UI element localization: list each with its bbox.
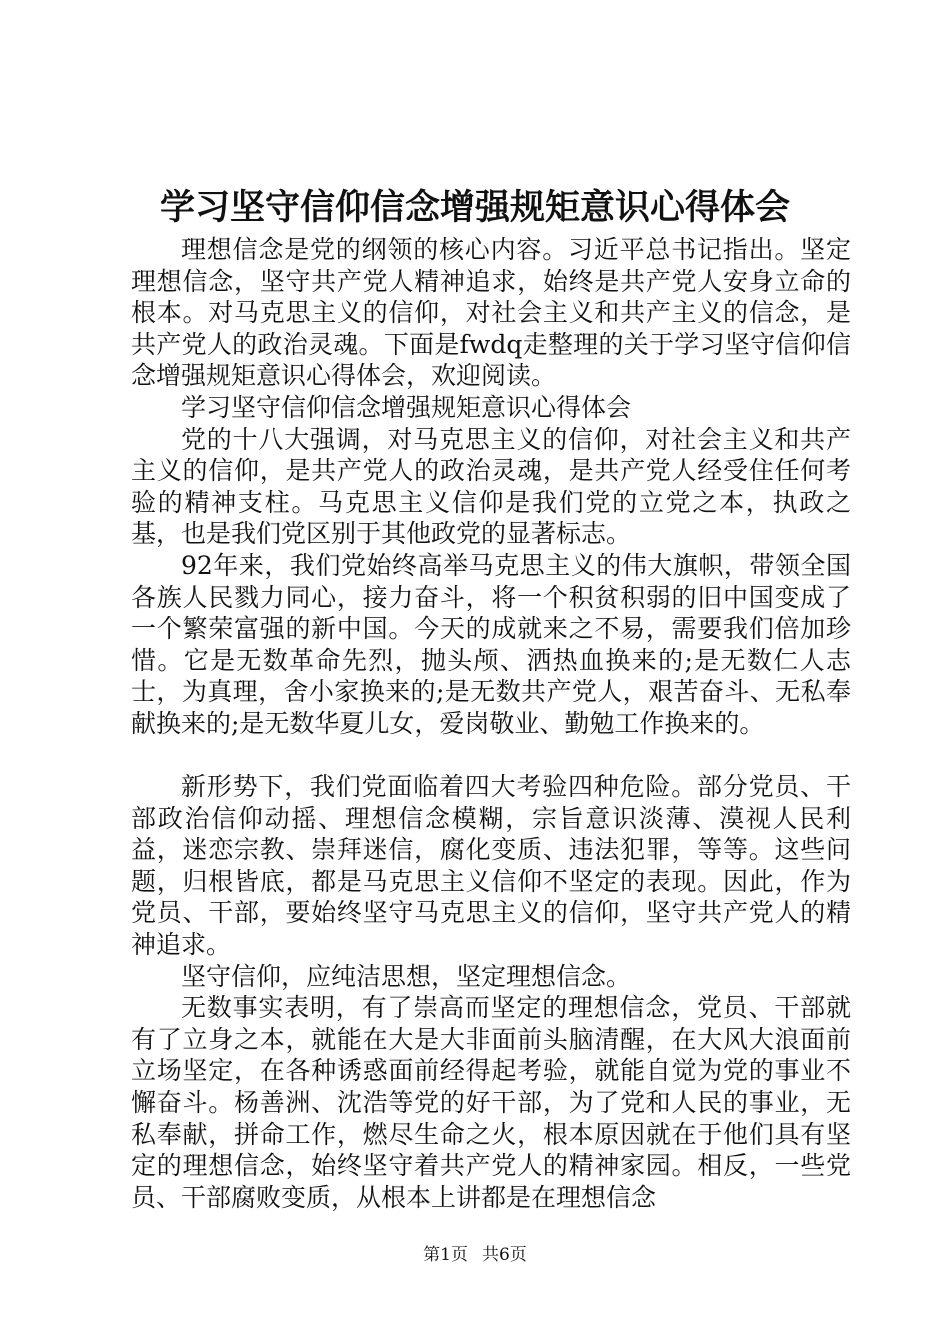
paragraph: 无数事实表明，有了崇高而坚定的理想信念，党员、干部就有了立身之本，就能在大是大非面前头脑清醒，在大风大浪面前立场坚定，在各种诱惑面前经得起考验，就能自觉为党的事业不懈奋斗。杨善洲、沈浩等党的好干部，为了党和人民的事业，无私奉献，拼命工作，燃尽生命之火，根本原因就在于他们具有坚定的理想信念，始终坚守着共产党人的精神家园。相反，一些党员、干部腐败变质，从根本上讲都是在理想信念 xyxy=(131,993,851,1212)
paragraph-subtitle: 学习坚守信仰信念增强规矩意识心得体会 xyxy=(181,392,632,422)
document-body xyxy=(131,234,851,1213)
paragraph-intro: 理想信念是党的纲领的核心内容。习近平总书记指出。坚定理想信念，坚守共产党人精神追求，始终是共产党人安身立命的根本。对马克思主义的信仰，对社会主义和共产主义的信念，是共产党人的政治灵魂。下面是fwdq走整理的关于学习坚守信仰信念增强规矩意识心得体会，欢迎阅读。 xyxy=(131,235,851,391)
page-total: 共6页 xyxy=(482,1245,527,1265)
paragraph: 党的十八大强调，对马克思主义的信仰，对社会主义和共产主义的信仰，是共产党人的政治灵魂，是共产党人经受住任何考验的精神支柱。马克思主义信仰是我们党的立党之本，执政之基，也是我们党区别于其他政党的显著标志。 xyxy=(131,424,851,549)
document-title: 学习坚守信仰信念增强规矩意识心得体会 xyxy=(159,187,790,228)
page-number: 第1页 xyxy=(423,1245,468,1265)
paragraph: 新形势下，我们党面临着四大考验四种危险。部分党员、干部政治信仰动摇、理想信念模糊，宗旨意识淡薄、漠视人民利益，迷恋宗教、崇拜迷信，腐化变质、违法犯罪，等等。这些问题，归根皆底，都是马克思主义信仰不坚定的表现。因此，作为党员、干部，要始终坚守马克思主义的信仰，坚守共产党人的精神追求。 xyxy=(131,772,851,960)
page-footer xyxy=(0,1244,950,1266)
paragraph-heading: 坚守信仰，应纯洁思想，坚定理想信念。 xyxy=(181,961,632,991)
paragraph: 92年来，我们党始终高举马克思主义的伟大旗帜，带领全国各族人民戮力同心，接力奋斗，将一个积贫积弱的旧中国变成了一个繁荣富强的新中国。今天的成就来之不易，需要我们倍加珍惜。它是无数革命先烈，抛头颅、洒热血换来的;是无数仁人志士，为真理，舍小家换来的;是无数共产党人，艰苦奋斗、无私奉献换来的;是无数华夏儿女，爱岗敬业、勤勉工作换来的。 xyxy=(131,550,851,738)
